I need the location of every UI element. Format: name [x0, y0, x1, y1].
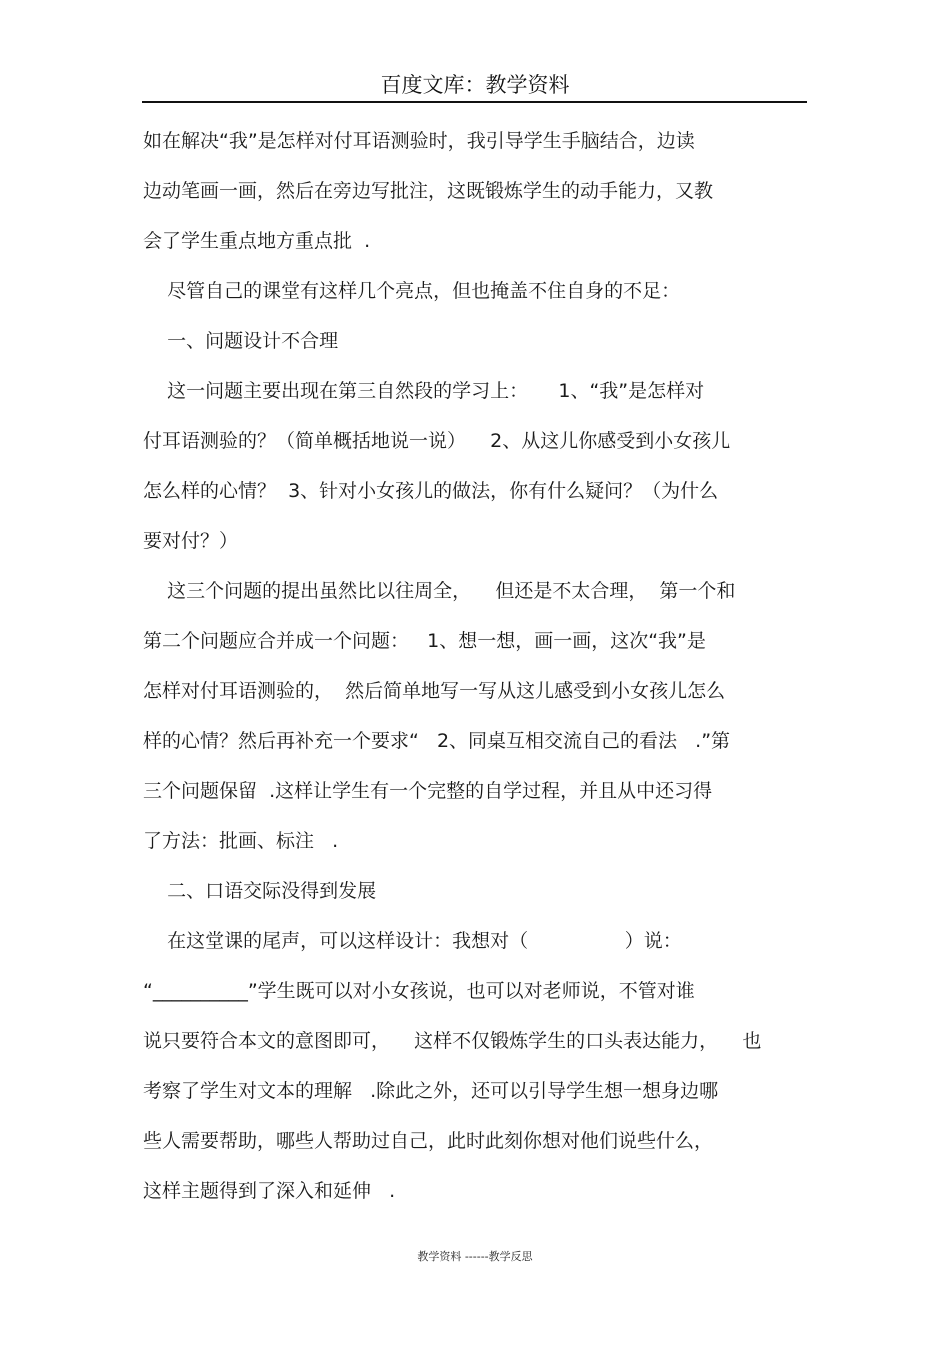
page-header-title: 百度文库：教学资料 [380, 73, 570, 97]
body-line: 尽管自己的课堂有这样几个亮点，但也掩盖不住自身的不足： [143, 280, 681, 302]
body-line: 第二个问题应合并成一个问题： 1、想一想，画一画，这次“我”是 [143, 630, 706, 652]
body-line: 边动笔画一画，然后在旁边写批注，这既锻炼学生的动手能力，又教 [143, 180, 714, 202]
body-line: 如在解决“我”是怎样对付耳语测验时，我引导学生手脑结合，边读 [143, 130, 695, 152]
page-footer: 教学资料 ------教学反思 [417, 1250, 533, 1263]
body-line: 会了学生重点地方重点批 . [143, 230, 371, 252]
body-line: 了方法：批画、标注 . [143, 830, 339, 852]
body-line: 怎样对付耳语测验的， 然后简单地写一写从这儿感受到小女孩儿怎么 [143, 680, 726, 702]
body-line: 考察了学生对文本的理解 .除此之外，还可以引导学生想一想身边哪 [143, 1080, 719, 1102]
body-line: 说只要符合本文的意图即可， 这样不仅锻炼学生的口头表达能力， 也 [143, 1030, 762, 1052]
body-line: 些人需要帮助，哪些人帮助过自己，此时此刻你想对他们说些什么， [143, 1130, 714, 1152]
body-line: “__________”学生既可以对小女孩说，也可以对老师说，不管对谁 [143, 980, 695, 1002]
body-line: 在这堂课的尾声，可以这样设计：我想对（ ）说： [143, 930, 682, 952]
body-line: 样的心情？然后再补充一个要求“ 2、同桌互相交流自己的看法 .”第 [143, 730, 731, 752]
section-heading: 一、问题设计不合理 [143, 330, 339, 352]
body-line: 付耳语测验的？（简单概括地说一说） 2、从这儿你感受到小女孩儿 [143, 430, 731, 452]
section-heading: 二、口语交际没得到发展 [143, 880, 377, 902]
body-line: 要对付？） [143, 530, 239, 552]
body-line: 这一问题主要出现在第三自然段的学习上： 1、“我”是怎样对 [143, 380, 705, 402]
body-line: 这三个问题的提出虽然比以往周全， 但还是不太合理， 第一个和 [143, 580, 736, 602]
body-line: 这样主题得到了深入和延伸 . [143, 1180, 396, 1202]
body-line: 怎么样的心情？ 3、针对小女孩儿的做法，你有什么疑问？（为什么 [143, 480, 719, 502]
body-line: 三个问题保留 .这样让学生有一个完整的自学过程，并且从中还习得 [143, 780, 713, 802]
header-divider [142, 101, 807, 103]
